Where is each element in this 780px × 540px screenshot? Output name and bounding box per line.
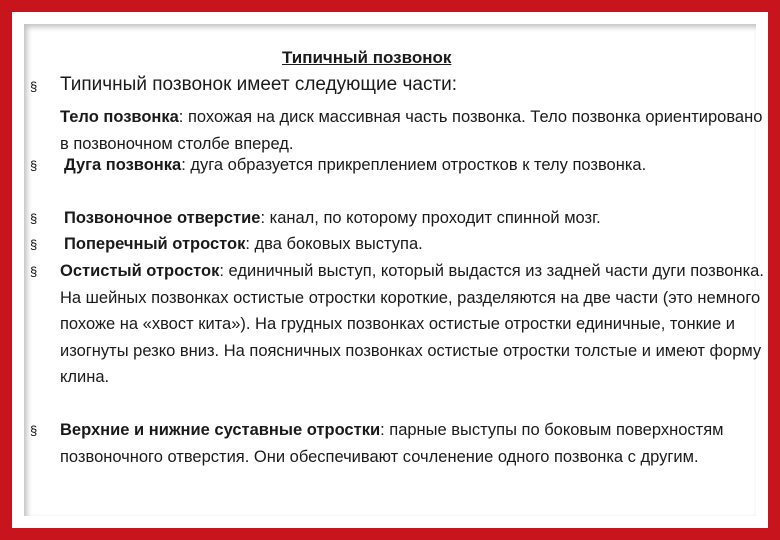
- bullet-icon: §: [30, 79, 38, 94]
- intro-text: Типичный позвонок имеет следующие части:: [60, 74, 458, 95]
- bullet-icon: §: [30, 158, 38, 173]
- list-item-articular: [60, 417, 765, 470]
- list-item-transverse: [64, 231, 764, 258]
- bullet-icon: §: [30, 423, 38, 438]
- item-desc: : два боковых выступа.: [245, 235, 423, 253]
- list-item-spinous: [60, 258, 765, 391]
- item-desc: : дуга образуется прикреплением отростков к телу позвонка.: [181, 156, 647, 174]
- bullet-icon: §: [30, 237, 38, 252]
- item-term: Поперечный отросток: [64, 235, 246, 253]
- slide-title: Типичный позвонок: [282, 48, 452, 67]
- item-desc: : канал, по которому проходит спинной мозг.: [260, 209, 601, 227]
- list-item-arch: [64, 152, 764, 179]
- list-item-foramen: [64, 205, 764, 232]
- item-desc: : единичный выступ, который выдастся из задней части дуги позвонка. На шейных позвонках остистые отростки короткие, разделяются на две части (это немного похоже на «хвост кита»). На грудных позвонках остистые отростки единичные, тонкие и изогнуты резко вниз. На поясничных позвонках остистые отростки толстые и имеют форму клина.: [60, 262, 764, 386]
- item-term: Позвоночное отверстие: [64, 209, 261, 227]
- item-desc: : парные выступы по боковым поверхностям позвоночного отверстия. Они обеспечивают сочленение одного позвонка с другим.: [60, 421, 724, 466]
- bullet-icon: §: [30, 264, 38, 279]
- list-item-body: [60, 104, 765, 157]
- item-term: Остистый отросток: [60, 262, 220, 280]
- item-term: Тело позвонка: [60, 108, 179, 126]
- item-desc: : похожая на диск массивная часть позвонка. Тело позвонка ориентировано в позвоночном столбе вперед.: [60, 108, 763, 153]
- bullet-icon: §: [30, 211, 38, 226]
- item-term: Верхние и нижние суставные отростки: [60, 421, 381, 439]
- item-term: Дуга позвонка: [64, 156, 182, 174]
